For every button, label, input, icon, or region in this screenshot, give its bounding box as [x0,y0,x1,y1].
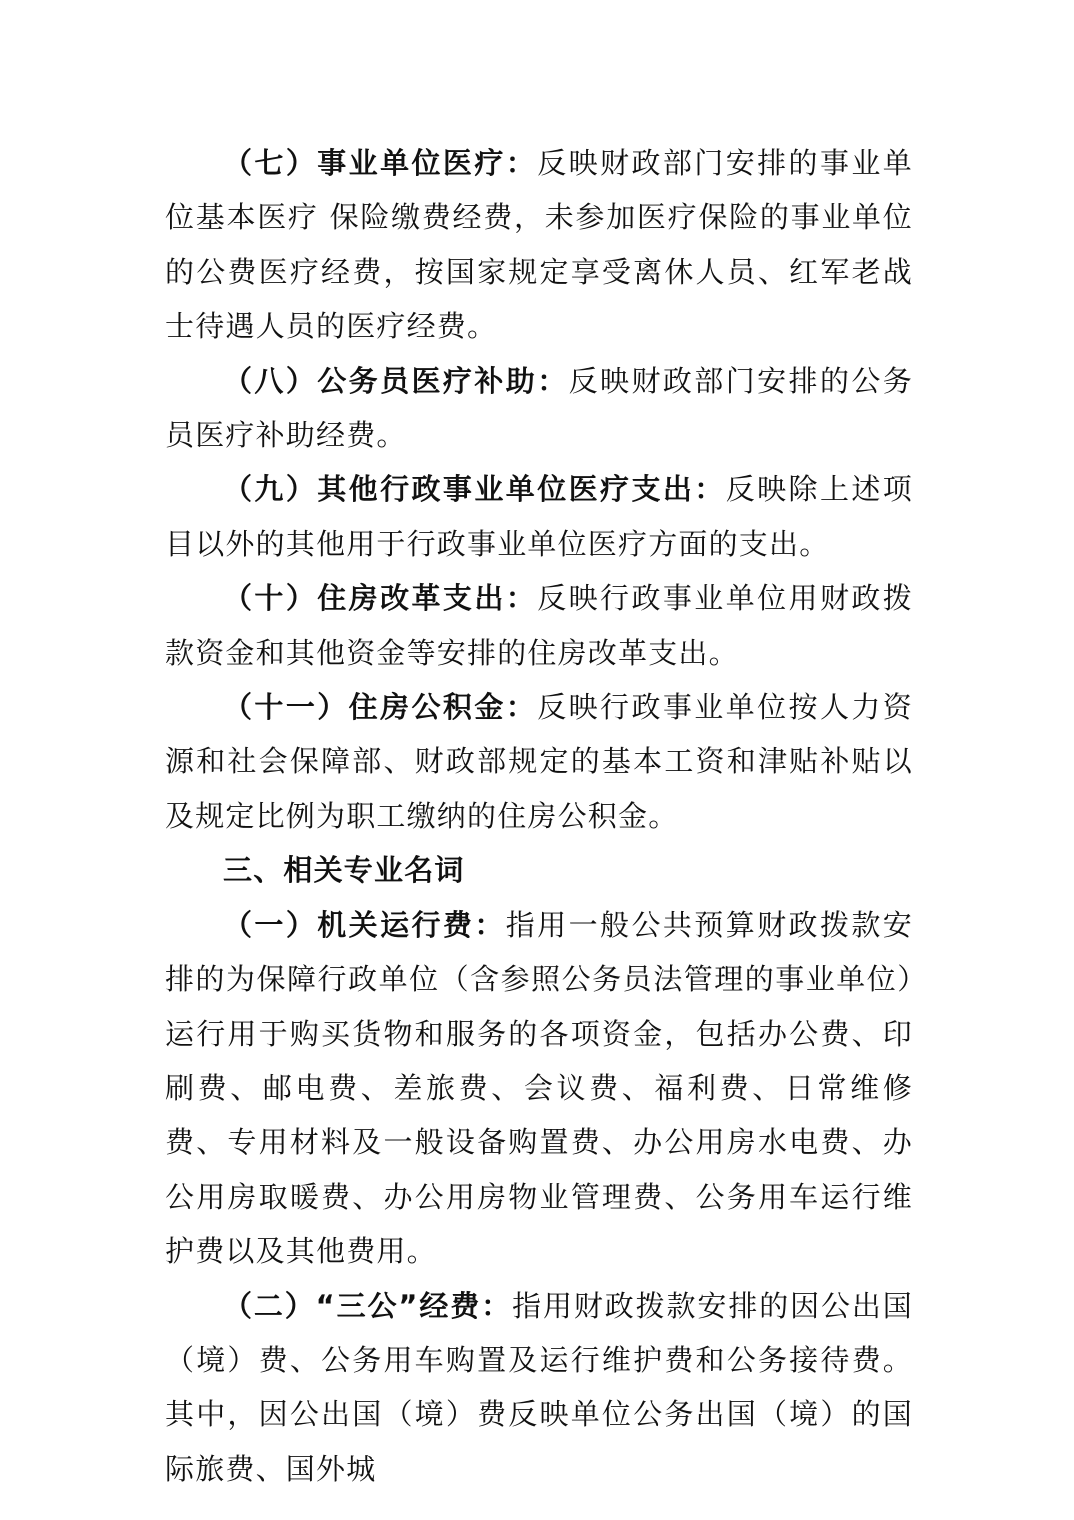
term-label: （十一）住房公积金： [223,690,538,725]
term-label: （七）事业单位医疗： [223,146,538,180]
term-label: （八）公务员医疗补助： [223,363,569,398]
paragraph-housing-reform-expenditure [165,571,913,680]
term-label: （十）住房改革支出： [223,581,538,616]
term-description: 反映行政事业单位按人力资源和社会保障部、财政部规定的基本工资和津贴补贴以及规定比例为职工缴纳的住房公积金。 [165,690,913,833]
paragraph-public-institution-medical [165,136,913,354]
term-description: 反映除上述项目以外的其他用于行政事业单位医疗方面的支出。 [165,472,913,561]
term-label: （九）其他行政事业单位医疗支出： [223,472,726,507]
term-description: 指用财政拨款安排的因公出国（境）费、公务用车购置及运行维护费和公务接待费。其中，因公出国（境）费反映单位公务出国（境）的国际旅费、国外城 [165,1288,913,1486]
paragraph-three-public-expenses [165,1279,913,1497]
paragraph-agency-operating-cost [165,898,913,1279]
term-label: （一）机关运行费： [223,907,506,942]
term-label: （二）“三公”经费： [223,1288,513,1323]
document-body [165,136,913,1496]
term-description: 反映财政部门安排的公务员医疗补助经费。 [165,363,913,453]
paragraph-housing-provident-fund [165,680,913,843]
term-description: 反映行政事业单位用财政拨款资金和其他资金等安排的住房改革支出。 [165,581,913,670]
term-description: 指用一般公共预算财政拨款安排的为保障行政单位（含参照公务员法管理的事业单位）运行用于购买货物和服务的各项资金，包括办公费、印刷费、邮电费、差旅费、会议费、福利费、日常维修费、专用材料及一般设备购置费、办公用房水电费、办公用房取暖费、办公用房物业管理费、公务用车运行维护费以及其他费用。 [165,907,913,1269]
paragraph-civil-servant-medical-subsidy [165,354,913,463]
section-heading: 三、相关专业名词 [223,853,465,888]
term-description: 反映财政部门安排的事业单位基本医疗 保险缴费经费，未参加医疗保险的事业单位的公费医疗经费，按国家规定享受离休人员、红军老战士待遇人员的医疗经费。 [165,146,913,344]
paragraph-other-medical-expenditure [165,462,913,571]
